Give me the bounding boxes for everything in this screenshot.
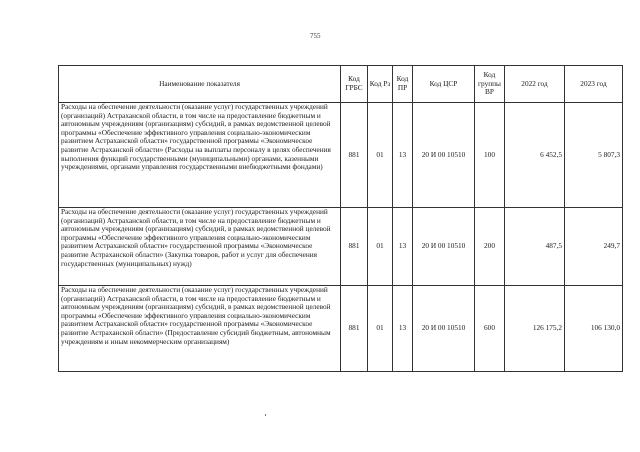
row-vr: 100	[475, 103, 505, 208]
row-grbs: 881	[341, 286, 368, 372]
row-rz: 01	[368, 208, 393, 286]
header-vr: Код группы ВР	[475, 66, 505, 103]
row-2023: 106 130,0	[565, 286, 623, 372]
row-rz: 01	[368, 103, 393, 208]
row-2023: 249,7	[565, 208, 623, 286]
row-2022: 126 175,2	[505, 286, 565, 372]
table-row	[59, 103, 623, 208]
row-csr: 20 И 00 10510	[413, 208, 475, 286]
row-vr: 600	[475, 286, 505, 372]
row-pr: 13	[393, 286, 413, 372]
row-rz: 01	[368, 286, 393, 372]
page-number: 755	[310, 32, 321, 40]
header-2022: 2022 год	[505, 66, 565, 103]
budget-table	[58, 65, 623, 372]
row-name: Расходы на обеспечение деятельности (оказание услуг) государственных учреждений (организаций) Астраханской области, в том числе на предоставление бюджетным и автономным учреждениям (организациям) субсидий, в рамках ведомственной целевой программы «Обеспечение эффективного управления социально-экономическим развитием Астраханской области» государственной программы «Экономическое развитие Астраханской области» (Закупка товаров, работ и услуг для обеспечения государственных (муниципальных) нужд)	[59, 208, 341, 286]
header-2023: 2023 год	[565, 66, 623, 103]
row-csr: 20 И 00 10510	[413, 103, 475, 208]
row-csr: 20 И 00 10510	[413, 286, 475, 372]
scan-speck	[265, 414, 266, 416]
header-pr: Код ПР	[393, 66, 413, 103]
table-row	[59, 208, 623, 286]
row-grbs: 881	[341, 103, 368, 208]
row-2022: 487,5	[505, 208, 565, 286]
header-csr: Код ЦСР	[413, 66, 475, 103]
row-name: Расходы на обеспечение деятельности (оказание услуг) государственных учреждений (организаций) Астраханской области, в том числе на предоставление бюджетным и автономным учреждениям (организациям) субсидий, в рамках ведомственной целевой программы «Обеспечение эффективного управления социально-экономическим развитием Астраханской области» государственной программы «Экономическое развитие Астраханской области» (Предоставление субсидий бюджетным, автономным учреждениям и иным некоммерческим организациям)	[59, 286, 341, 372]
row-pr: 13	[393, 103, 413, 208]
header-rz: Код Рз	[368, 66, 393, 103]
row-name: Расходы на обеспечение деятельности (оказание услуг) государственных учреждений (организаций) Астраханской области, в том числе на предоставление бюджетным и автономным учреждениям (организациям) субсидий, в рамках ведомственной целевой программы «Обеспечение эффективного управления социально-экономическим развитием Астраханской области» государственной программы «Экономическое развитие Астраханской области» (Расходы на выплаты персоналу в целях обеспечения выполнения функций государственными (муниципальными) органами, казенными учреждениями, органами управления государственными внебюджетными фондами)	[59, 103, 341, 208]
row-pr: 13	[393, 208, 413, 286]
row-2022: 6 452,5	[505, 103, 565, 208]
header-row	[59, 66, 623, 103]
row-grbs: 881	[341, 208, 368, 286]
header-name: Наименование показателя	[59, 66, 341, 103]
header-grbs: Код ГРБС	[341, 66, 368, 103]
row-2023: 5 807,3	[565, 103, 623, 208]
table-row	[59, 286, 623, 372]
row-vr: 200	[475, 208, 505, 286]
